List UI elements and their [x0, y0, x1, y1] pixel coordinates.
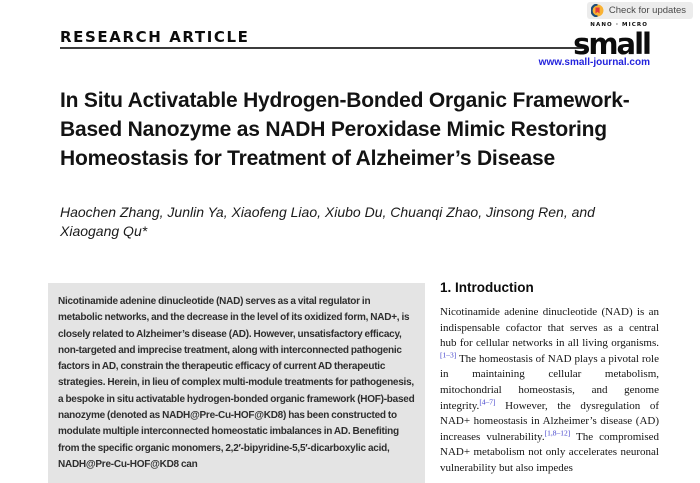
citation-marker[interactable]: [1–3]	[440, 350, 457, 360]
paper-title: In Situ Activatable Hydrogen-Bonded Organic Framework-Based Nanozyme as NADH Peroxidase Mimic Restoring Homeostasis for Treatment of Alzheimer’s Disease	[60, 89, 630, 170]
check-for-updates-badge[interactable]	[587, 2, 693, 19]
check-for-updates-label: Check for updates	[608, 5, 686, 16]
journal-logo-wordmark: small	[573, 26, 650, 61]
abstract-text: Nicotinamide adenine dinucleotide (NAD) serves as a vital regulator in metabolic networks, and the decrease in the level of its oxidized form, NAD+, is closely related to Alzheimer’s disease (AD). However, unsatisfactory efficacy, non-targeted and imprecise treatment, along with interconnected pathogenic factors in AD, constrain the therapeutic efficacy of current AD therapeutic strategies. Herein, in lieu of complex multi-module treatments for pathogenesis, a bespoke in situ activatable hydrogen-bonded organic framework (HOF)-based nanozyme (denoted as NADH@Pre-Cu-HOF@KD8) has been constructed to modulate multiple interconnected homeostatic imbalances in AD. Benefiting from the specific organic monomers, 2,2′-bipyridine-5,5′-dicarboxylic acid, NADH@Pre-Cu-HOF@KD8 can	[58, 296, 415, 470]
journal-logo	[573, 23, 650, 59]
introduction-section	[440, 280, 659, 477]
header-divider	[60, 47, 588, 49]
paper-authors: Haochen Zhang, Junlin Ya, Xiaofeng Liao, Xiubo Du, Chuanqi Zhao, Jinsong Ren, and Xiaogang Qu*	[60, 204, 595, 239]
citation-marker[interactable]: [4–7]	[479, 396, 496, 406]
crossmark-icon	[591, 4, 604, 17]
introduction-heading: 1. Introduction	[440, 280, 534, 295]
introduction-paragraph: Nicotinamide adenine dinucleotide (NAD) is an indispensable cofactor that serves as a central hub for cellular networks in all living organisms.[1–3] The homeostasis of NAD plays a pivotal role in maintaining cellular metabolism, mitochondrial homeostasis, and genome integrity.[4–7] However, the dysregulation of NAD+ homeostasis in Alzheimer’s disease (AD) increases vulnerability.[1,8–12] The compromised NAD+ metabolism not only accelerates neuronal vulnerability but also impedes	[440, 306, 660, 474]
journal-website-link[interactable]: www.small-journal.com	[538, 57, 650, 68]
article-type-label: RESEARCH ARTICLE	[60, 28, 250, 46]
abstract-box	[48, 283, 425, 483]
citation-marker[interactable]: [1,8–12]	[544, 428, 571, 438]
journal-logo-tagline: NANO · MICRO	[590, 22, 648, 28]
